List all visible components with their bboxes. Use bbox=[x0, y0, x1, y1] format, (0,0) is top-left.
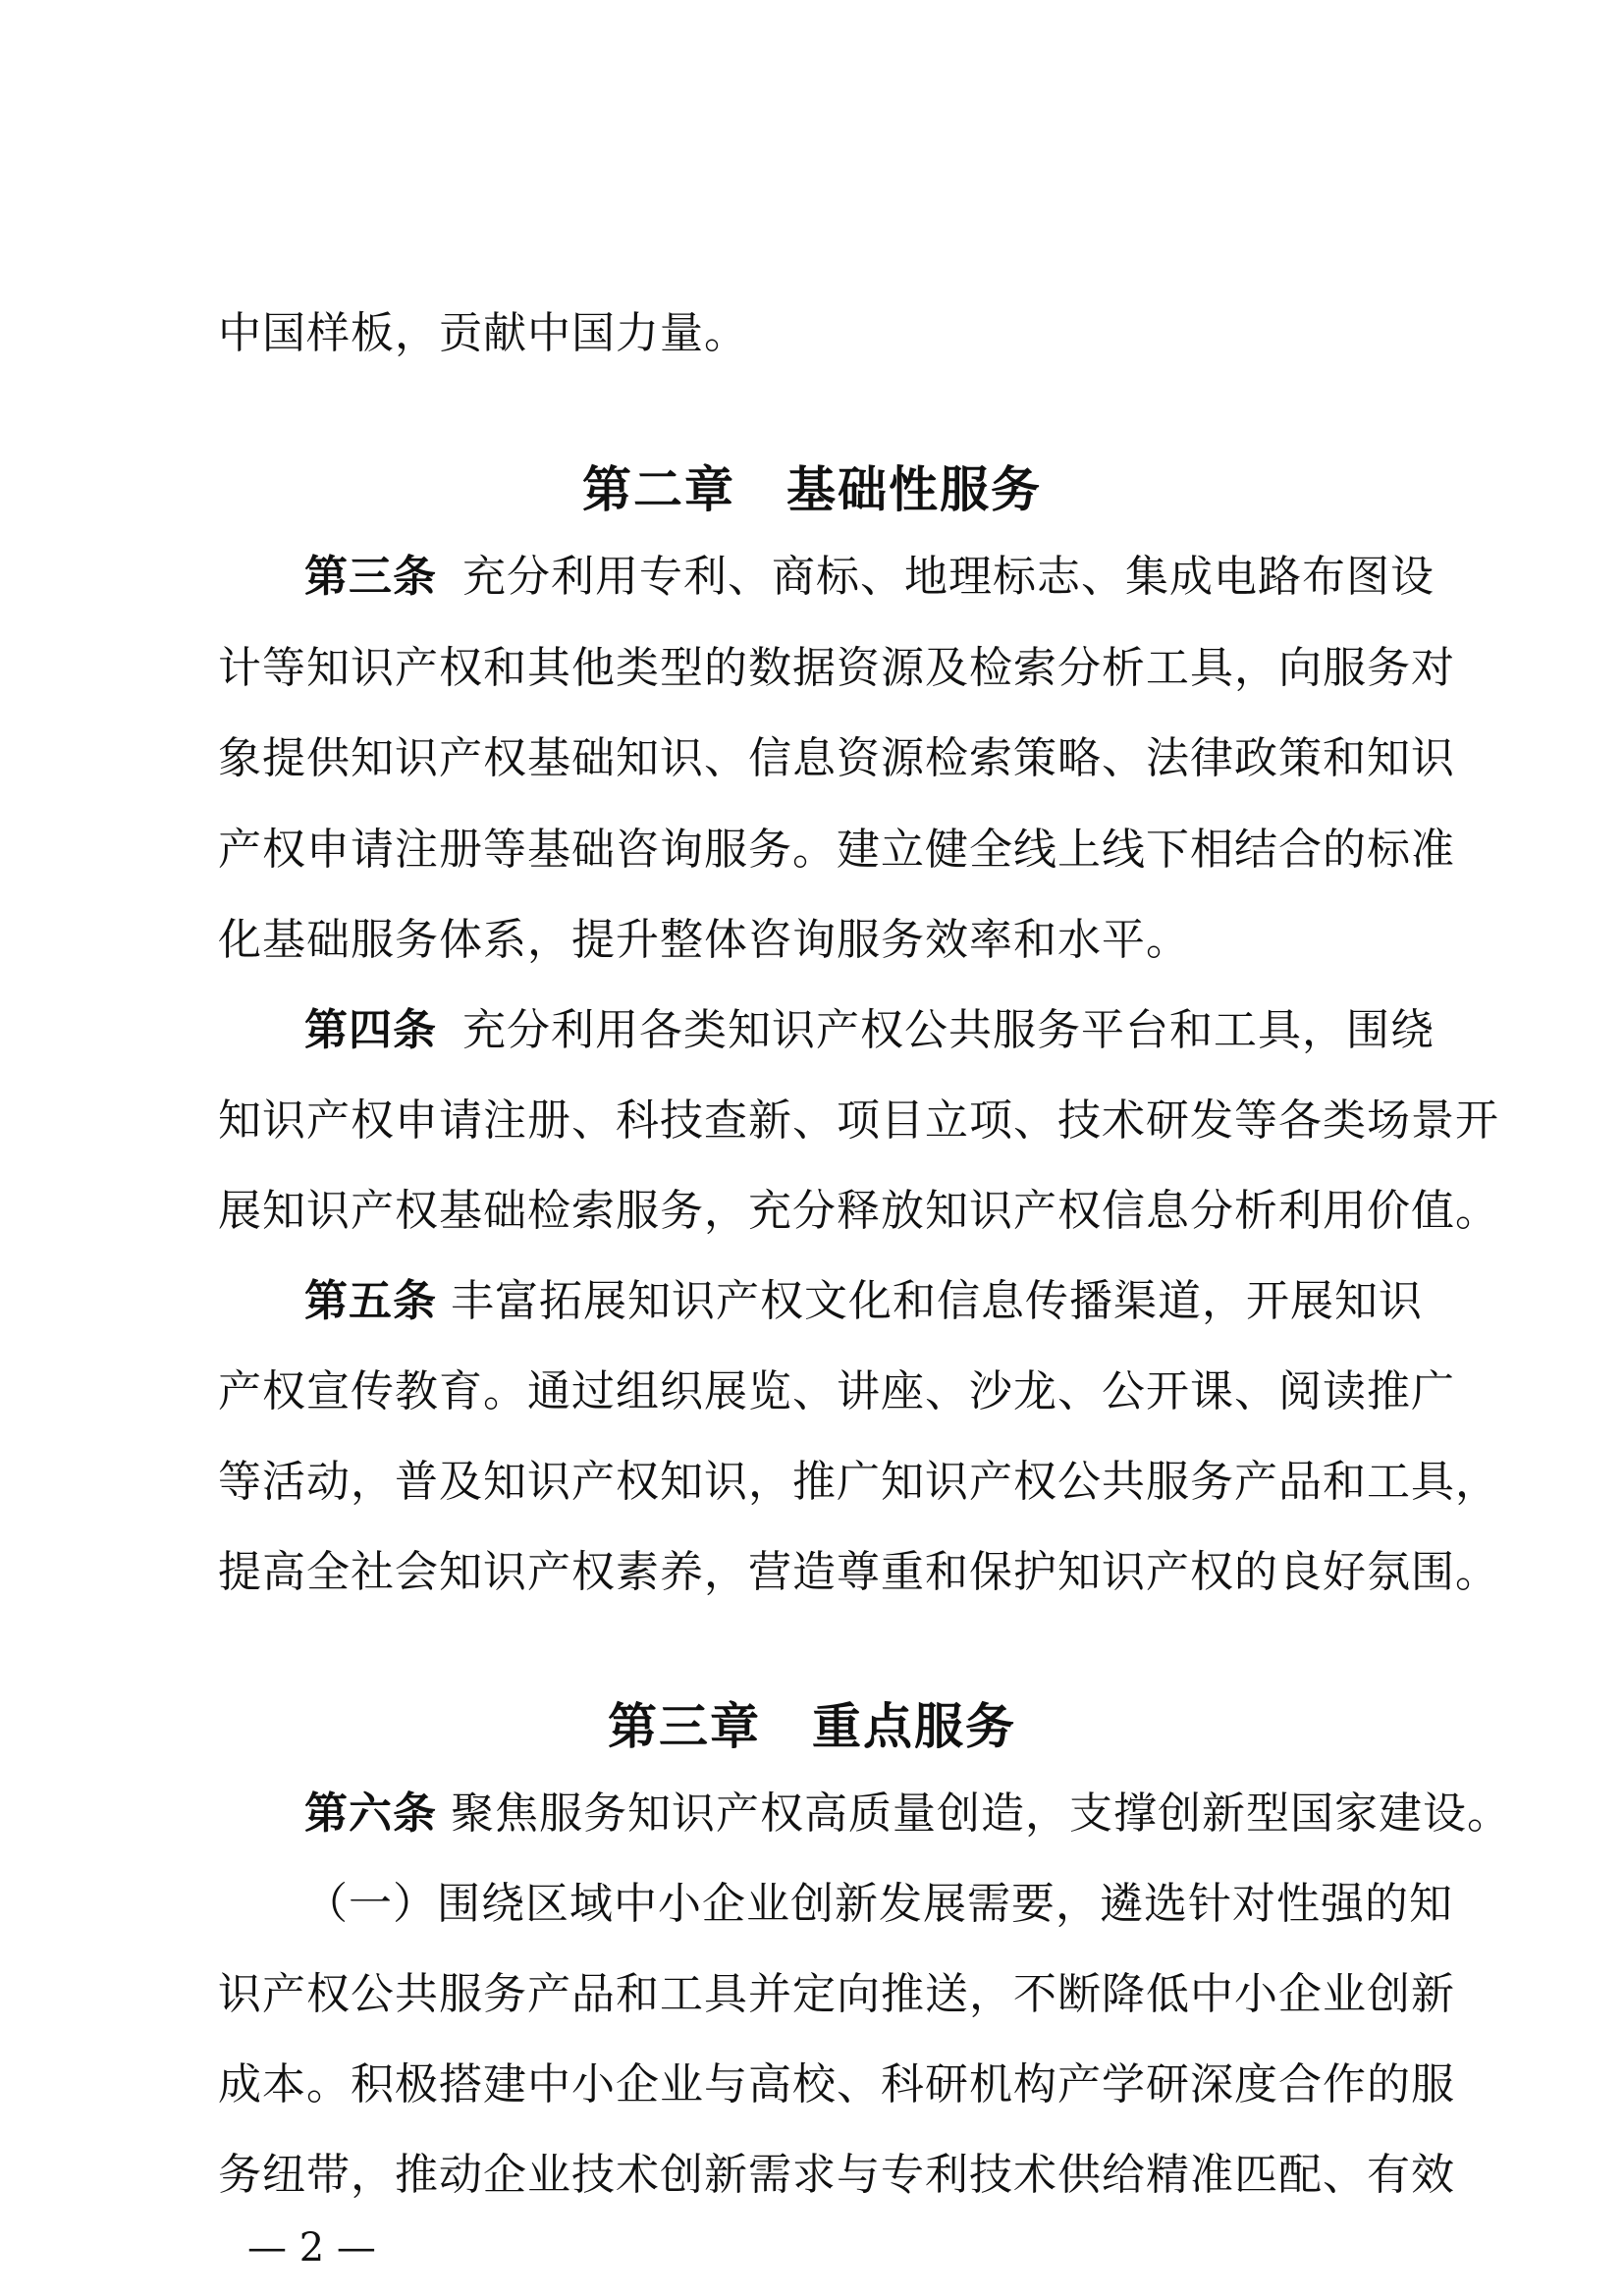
article-four-line-3: 展知识产权基础检索服务，充分释放知识产权信息分析利用价值。 bbox=[218, 1186, 1499, 1236]
article-four-line-1: 充分利用各类知识产权公共服务平台和工具，围绕 bbox=[462, 1005, 1435, 1055]
article-six-first-line bbox=[304, 1785, 1511, 1843]
chapter-two-heading: 第二章 基础性服务 bbox=[582, 461, 1042, 518]
article-five-line-3: 等活动，普及知识产权知识，推广知识产权公共服务产品和工具， bbox=[218, 1457, 1499, 1507]
chapter-three-heading: 第三章 重点服务 bbox=[608, 1698, 1016, 1755]
item-one-line-4: 务纽带，推动企业技术创新需求与专利技术供给精准匹配、有效 bbox=[218, 2150, 1455, 2200]
article-three-first-line bbox=[304, 548, 1435, 607]
item-one-line-3: 成本。积极搭建中小企业与高校、科研机构产学研深度合作的服 bbox=[218, 2059, 1455, 2109]
article-four-label: 第四条 bbox=[304, 1005, 437, 1055]
article-three-line-3: 象提供知识产权基础知识、信息资源检索策略、法律政策和知识 bbox=[218, 733, 1455, 783]
article-five-label: 第五条 bbox=[304, 1276, 437, 1326]
article-four-line-2: 知识产权申请注册、科技查新、项目立项、技术研发等各类场景开 bbox=[218, 1095, 1499, 1146]
intro-tail-line: 中国样板，贡献中国力量。 bbox=[218, 308, 748, 358]
article-six-line-1: 聚焦服务知识产权高质量创造，支撑创新型国家建设。 bbox=[451, 1789, 1511, 1839]
article-three-line-4: 产权申请注册等基础咨询服务。建立健全线上线下相结合的标准 bbox=[218, 825, 1455, 875]
article-six-label: 第六条 bbox=[304, 1789, 437, 1839]
article-five-line-2: 产权宣传教育。通过组织展览、讲座、沙龙、公开课、阅读推广 bbox=[218, 1366, 1455, 1416]
article-three-line-1: 充分利用专利、商标、地理标志、集成电路布图设 bbox=[462, 552, 1435, 602]
article-three-line-5: 化基础服务体系，提升整体咨询服务效率和水平。 bbox=[218, 915, 1190, 965]
article-four-first-line bbox=[304, 1001, 1435, 1060]
page-number: — 2 — bbox=[247, 2225, 376, 2270]
article-five-line-1: 丰富拓展知识产权文化和信息传播渠道，开展知识 bbox=[451, 1276, 1423, 1326]
article-five-first-line bbox=[304, 1272, 1423, 1331]
article-three-line-2: 计等知识产权和其他类型的数据资源及检索分析工具，向服务对 bbox=[218, 643, 1455, 693]
article-five-line-4: 提高全社会知识产权素养，营造尊重和保护知识产权的良好氛围。 bbox=[218, 1547, 1499, 1597]
article-three-label: 第三条 bbox=[304, 552, 437, 602]
item-one-line-1: （一）围绕区域中小企业创新发展需要，遴选针对性强的知 bbox=[304, 1879, 1453, 1929]
item-one-line-2: 识产权公共服务产品和工具并定向推送，不断降低中小企业创新 bbox=[218, 1969, 1455, 2019]
